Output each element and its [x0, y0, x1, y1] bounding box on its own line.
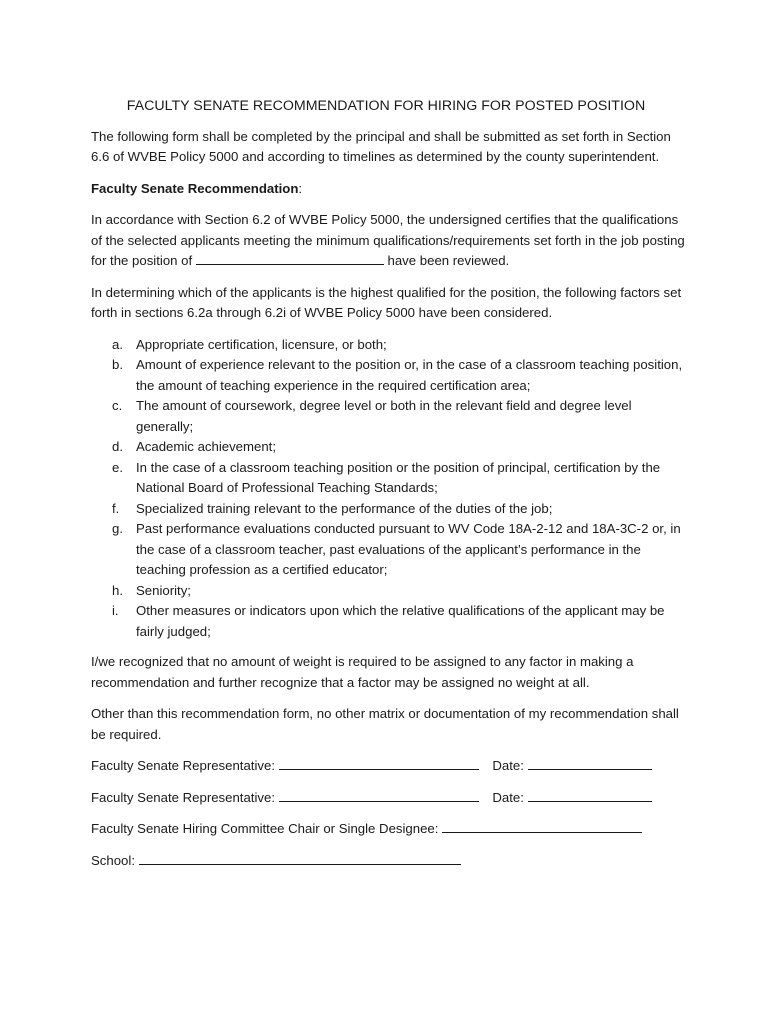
list-item-letter: e. [112, 459, 123, 475]
list-item-text: Seniority; [136, 582, 191, 598]
list-item [91, 355, 691, 396]
list-item-text: Other measures or indicators upon which the relative qualifications of the applicant may be fairly judged; [136, 603, 665, 639]
signature-row-1 [91, 756, 691, 777]
list-item-letter: h. [112, 582, 123, 598]
list-item-text: Appropriate certification, licensure, or both; [136, 336, 387, 352]
list-item-letter: i. [112, 603, 119, 618]
recommendation-heading [91, 179, 691, 200]
factors-list [91, 335, 691, 643]
list-item [91, 396, 691, 437]
list-item-text: Past performance evaluations conducted pursuant to WV Code 18A-2-12 and 18A-3C-2 or, in the case of a classroom teacher, past evaluations of the applicant’s performance in the teaching profession as a certified educator; [136, 521, 681, 577]
chair-signature-field[interactable] [442, 819, 642, 833]
senate-rep-signature-field[interactable] [279, 756, 479, 770]
list-item [91, 519, 691, 581]
list-item [91, 458, 691, 499]
list-item [91, 601, 691, 642]
list-item-letter: a. [112, 336, 123, 352]
date-label: Date: [492, 758, 524, 773]
list-item-letter: c. [112, 398, 123, 413]
list-item [91, 581, 691, 602]
list-item-text: The amount of coursework, degree level or both in the relevant field and degree level generally; [136, 398, 632, 434]
list-item-letter: g. [112, 521, 123, 536]
recommendation-heading-colon: : [298, 180, 303, 196]
list-item [91, 335, 691, 356]
accordance-text-2: have been reviewed. [387, 253, 510, 268]
accordance-paragraph [91, 210, 691, 272]
other-paragraph: Other than this recommendation form, no other matrix or documentation of my recommendation shall be required. [91, 706, 679, 742]
accordance-text-1: In accordance with Section 6.2 of WVBE Policy 5000, the undersigned certifies that the qualifications of the selected applicants meeting the minimum qualifications/requirements set forth in the job posting for the position of [91, 212, 685, 268]
date-field[interactable] [528, 756, 652, 770]
date-field[interactable] [528, 788, 652, 802]
position-field[interactable] [196, 251, 384, 265]
list-item-letter: b. [112, 357, 123, 372]
list-item-text: Amount of experience relevant to the position or, in the case of a classroom teaching position, the amount of teaching experience in the required certification area; [136, 357, 683, 393]
list-item-text: In the case of a classroom teaching position or the position of principal, certification by the National Board of Professional Teaching Standards; [136, 459, 661, 495]
senate-rep-label: Faculty Senate Representative: [91, 758, 275, 773]
chair-row [91, 819, 691, 840]
senate-rep-signature-field[interactable] [279, 788, 479, 802]
form-page [91, 96, 691, 882]
recommendation-heading-text: Faculty Senate Recommendation [91, 180, 299, 196]
list-item-text: Specialized training relevant to the performance of the duties of the job; [136, 500, 553, 516]
page-title: FACULTY SENATE RECOMMENDATION FOR HIRING FOR POSTED POSITION [126, 98, 646, 114]
school-row [91, 851, 691, 872]
list-item-letter: d. [112, 439, 123, 454]
determining-paragraph: In determining which of the applicants is the highest qualified for the position, the following factors set forth in sections 6.2a through 6.2i of WVBE Policy 5000 have been considered. [91, 284, 682, 320]
signature-row-2 [91, 788, 691, 809]
senate-rep-label: Faculty Senate Representative: [91, 789, 275, 805]
weight-paragraph: I/we recognized that no amount of weight is required to be assigned to any factor in making a recommendation and further recognize that a factor may be assigned no weight at all. [91, 654, 634, 690]
list-item [91, 437, 691, 458]
list-item-letter: f. [112, 500, 120, 516]
list-item-text: Academic achievement; [136, 439, 277, 454]
chair-label: Faculty Senate Hiring Committee Chair or Single Designee: [91, 821, 439, 836]
school-label: School: [91, 852, 135, 868]
school-field[interactable] [139, 851, 461, 865]
intro-paragraph: The following form shall be completed by the principal and shall be submitted as set forth in Section 6.6 of WVBE Policy 5000 and according to timelines as determined by the county superintendent. [91, 128, 671, 164]
date-label: Date: [492, 789, 524, 805]
list-item [91, 499, 691, 520]
